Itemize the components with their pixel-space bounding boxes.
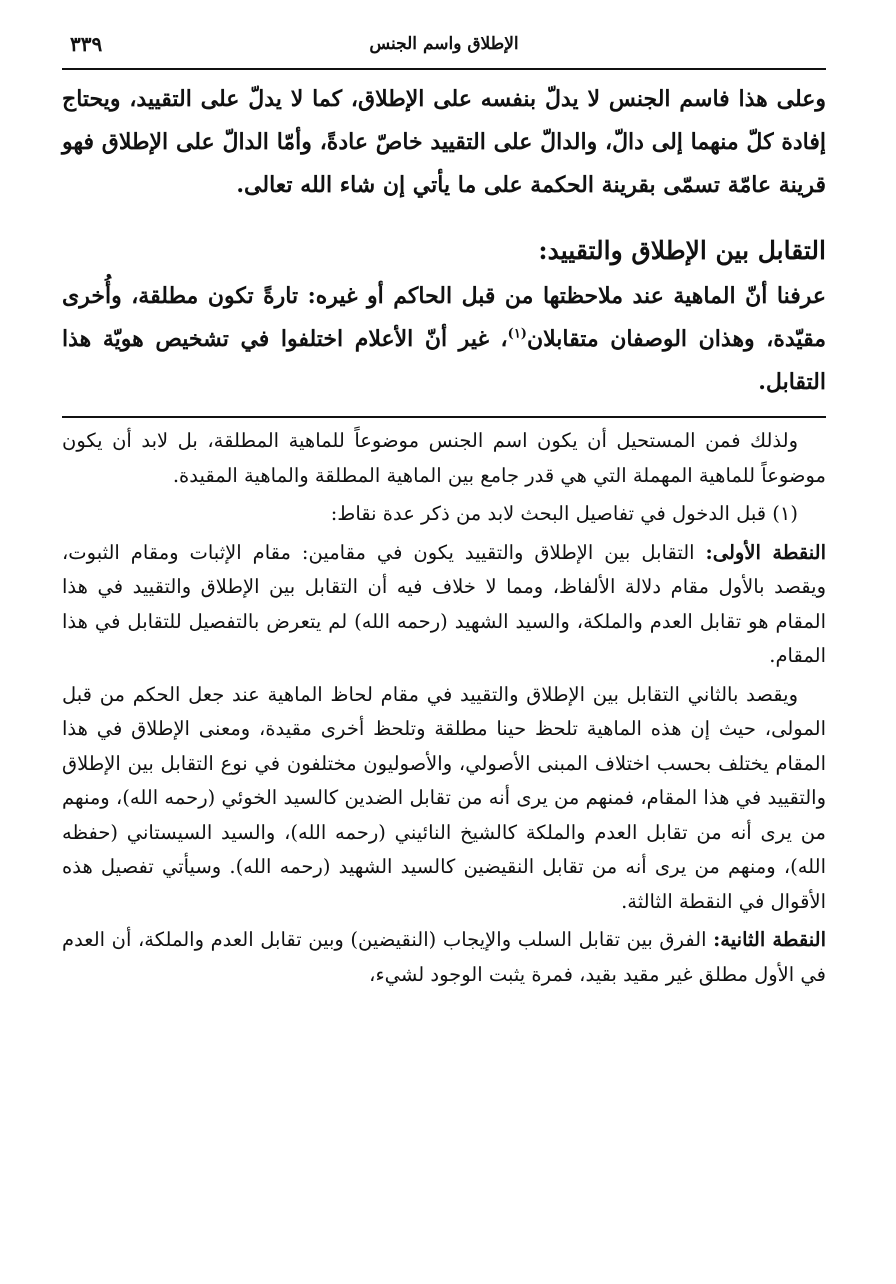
paragraph-2-text-b: ، غير أنّ الأعلام اختلفوا في تشخيص هويّة هذا التقابل. xyxy=(62,326,826,395)
page-header xyxy=(62,30,826,70)
page-number: ٣٣٩ xyxy=(70,32,103,56)
point-1-label: النقطة الأولى: xyxy=(705,540,826,564)
book-page xyxy=(62,30,826,996)
point-2 xyxy=(62,923,826,992)
footnote-divider xyxy=(62,416,826,418)
paragraph-1: وعلى هذا فاسم الجنس لا يدلّ بنفسه على الإطلاق، كما لا يدلّ على التقييد، ويحتاج إفادة كلّ منهما إلى دالّ، والدالّ على التقييد خاصّ عادةً، وأمّا الدالّ على الإطلاق فهو قرينة عامّة تسمّى بقرينة الحكمة على ما يأتي إن شاء الله تعالى. xyxy=(62,86,826,198)
paragraph-2 xyxy=(62,275,826,404)
footnote-1-intro: (١) قبل الدخول في تفاصيل البحث لابد من ذكر عدة نقاط: xyxy=(330,502,798,525)
main-text xyxy=(62,78,826,404)
point-2-label: النقطة الثانية: xyxy=(713,928,826,951)
point-1-text: التقابل بين الإطلاق والتقييد يكون في مقامين: مقام الإثبات ومقام الثبوت، ويقصد بالأول مقام دلالة الألفاظ، ومما لا خلاف فيه أن التقابل بين الإطلاق والتقييد في هذا المقام هو تقابل العدم والملكة، والسيد الشهيد (رحمه الله) لم يتعرض بالتفصيل للتقابل في هذا المقام. xyxy=(62,540,826,667)
section-heading: التقابل بين الإطلاق والتقييد: xyxy=(538,236,826,265)
footnotes-area xyxy=(62,424,826,992)
footnote-continuation: ولذلك فمن المستحيل أن يكون اسم الجنس موضوعاً للماهية المطلقة، بل لابد أن يكون موضوعاً للماهية المهملة التي هي قدر جامع بين الماهية المطلقة والماهية المقيدة. xyxy=(62,429,826,487)
point-1-continuation: ويقصد بالثاني التقابل بين الإطلاق والتقييد في مقام لحاظ الماهية عند جعل الحكم من قبل المولى، حيث إن هذه الماهية تلحظ حينا مطلقة وتلحظ أخرى مقيدة، ومعنى الإطلاق في هذا المقام يختلف بحسب اختلاف المبنى الأصولي، والأصوليون مختلفون في نوع التقابل بين الإطلاق والتقييد في هذا المقام، فمنهم من يرى أنه من تقابل الضدين كالسيد الخوئي (رحمه الله)، ومنهم من يرى أنه من تقابل العدم والملكة كالشيخ النائيني (رحمه الله)، والسيد السيستاني (حفظه الله)، ومنهم من يرى أنه من تقابل النقيضين كالسيد الشهيد (رحمه الله). وسيأتي تفصيل هذه الأقوال في النقطة الثالثة. xyxy=(62,682,826,913)
footnote-reference[interactable]: (١) xyxy=(507,326,527,342)
point-1 xyxy=(62,536,826,674)
paragraph-2-text-a: عرفنا أنّ الماهية عند ملاحظتها من قبل الحاكم أو غيره: تارةً تكون مطلقة، وأُخرى مقيّدة، وهذان الوصفان متقابلان xyxy=(62,283,826,352)
point-2-text: الفرق بين تقابل السلب والإيجاب (النقيضين) وبين تقابل العدم والملكة، أن العدم في الأول مطلق غير مقيد بقيد، فمرة يثبت الوجود لشيء، xyxy=(62,928,826,986)
running-title: الإطلاق واسم الجنس xyxy=(369,34,519,54)
